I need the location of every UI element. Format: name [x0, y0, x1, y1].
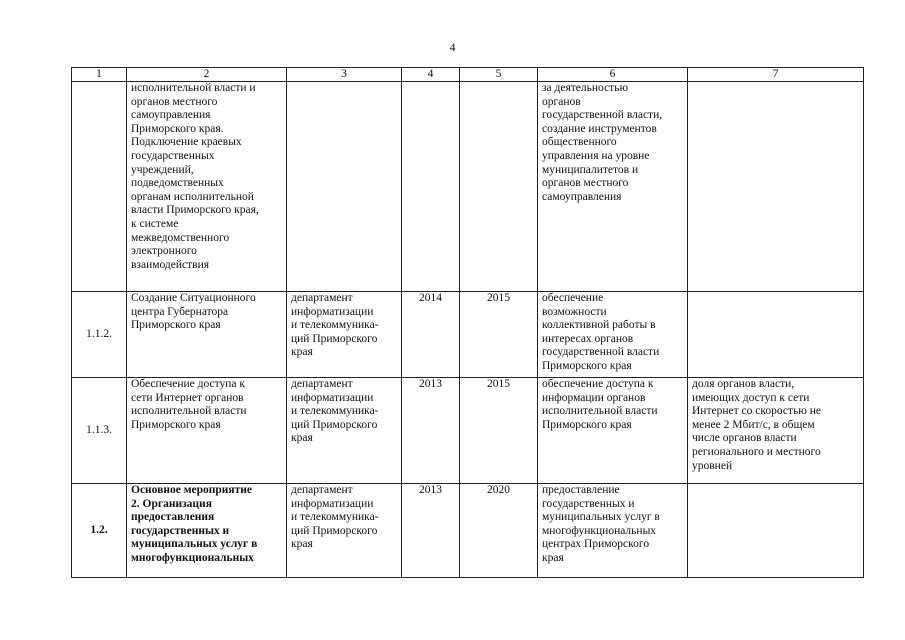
- end-year: [460, 82, 538, 292]
- indicator: [688, 484, 864, 578]
- table-row: [72, 378, 864, 484]
- indicator: [688, 292, 864, 378]
- start-year: 2014: [402, 292, 460, 378]
- activity-name: Обеспечение доступа к сети Интернет органов исполнительной власти Приморского края: [127, 378, 287, 484]
- program-table: [71, 67, 864, 578]
- expected-result: за деятельностью органов государственной власти, создание инструментов общественного управления на уровне муниципалитетов и органов местного самоуправления: [538, 82, 688, 292]
- activity-name: Основное мероприятие 2. Организация предоставления государственных и муниципальных услуг в многофункциональных: [127, 484, 287, 578]
- start-year: 2013: [402, 484, 460, 578]
- column-header: 7: [688, 68, 864, 82]
- end-year: 2020: [460, 484, 538, 578]
- executor: [287, 82, 402, 292]
- expected-result: обеспечение возможности коллективной работы в интересах органов государственной власти Приморского края: [538, 292, 688, 378]
- page-number: 4: [449, 40, 456, 54]
- expected-result: обеспечение доступа к информации органов исполнительной власти Приморского края: [538, 378, 688, 484]
- column-number-row: [72, 68, 864, 82]
- end-year: 2015: [460, 378, 538, 484]
- table-row: [72, 292, 864, 378]
- table-body: [72, 82, 864, 578]
- expected-result: предоставление государственных и муниципальных услуг в многофункциональных центрах Приморского края: [538, 484, 688, 578]
- column-header: 3: [287, 68, 402, 82]
- indicator: [688, 82, 864, 292]
- table-row: [72, 82, 864, 292]
- start-year: [402, 82, 460, 292]
- indicator: доля органов власти, имеющих доступ к сети Интернет со скоростью не менее 2 Мбит/с, в общем числе органов власти регионального и местного уровней: [688, 378, 864, 484]
- activity-name: исполнительной власти и органов местного самоуправления Приморского края. Подключение краевых государственных учреждений, подведомственных органам исполнительной власти Приморского края, к системе межведомственного электронного взаимодействия: [127, 82, 287, 292]
- column-header: 2: [127, 68, 287, 82]
- column-header: 5: [460, 68, 538, 82]
- executor: департамент информатизации и телекоммуника- ций Приморского края: [287, 292, 402, 378]
- executor: департамент информатизации и телекоммуника- ций Приморского края: [287, 378, 402, 484]
- row-number: [72, 82, 127, 292]
- activity-name: Создание Ситуационного центра Губернатора Приморского края: [127, 292, 287, 378]
- row-number: 1.1.2.: [72, 292, 127, 378]
- column-header: 4: [402, 68, 460, 82]
- column-header: 6: [538, 68, 688, 82]
- table-row: [72, 484, 864, 578]
- end-year: 2015: [460, 292, 538, 378]
- row-number: 1.2.: [72, 484, 127, 578]
- start-year: 2013: [402, 378, 460, 484]
- executor: департамент информатизации и телекоммуника- ций Приморского края: [287, 484, 402, 578]
- column-header: 1: [72, 68, 127, 82]
- row-number: 1.1.3.: [72, 378, 127, 484]
